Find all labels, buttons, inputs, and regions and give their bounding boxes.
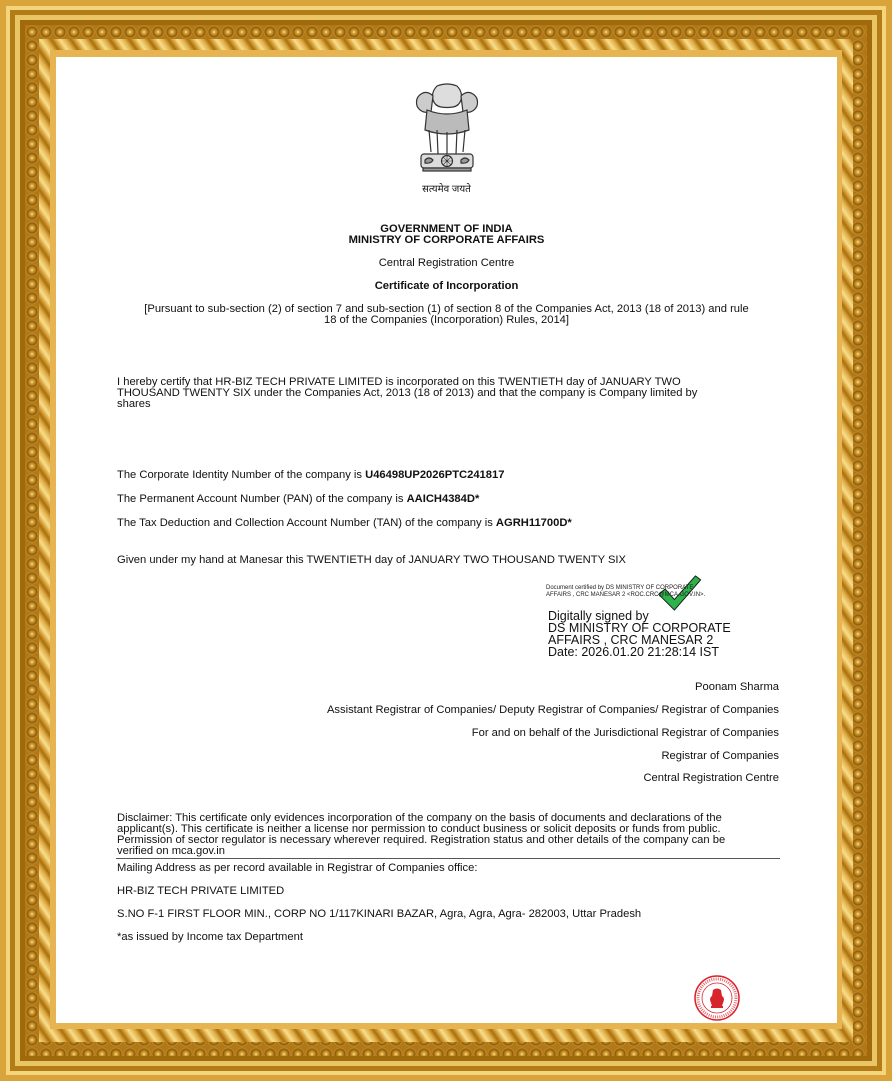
disclaimer-divider [116,858,780,859]
tan-value: AGRH11700D* [495,517,572,529]
certificate-title: Certificate of Incorporation [374,280,519,292]
certify-line-3: shares [117,398,151,410]
given-under-hand: Given under my hand at Manesar this TWENTIETH day of JANUARY TWO THOUSAND TWENTY SIX [117,554,626,566]
digital-signature-block [548,610,731,658]
pan-tan-footnote: *as issued by Income tax Department [117,931,303,943]
mailing-label: Mailing Address as per record available in Registrar of Companies office: [117,862,478,874]
pan-label: The Permanent Account Number (PAN) of the company is [117,493,407,505]
registrar-name: Poonam Sharma [695,681,779,693]
certificate-paper [56,57,837,1023]
header-government: GOVERNMENT OF INDIA [380,223,513,235]
disclaimer-line-2: applicant(s). This certificate is neither a license nor permission to conduct business or solicit deposits or funds from public. [117,823,721,835]
certified-line-1: Document certified by DS MINISTRY OF CORPORATE [546,585,694,591]
signed-line-2: DS MINISTRY OF CORPORATE [548,621,731,635]
tan-label: The Tax Deduction and Collection Account Number (TAN) of the company is [117,517,496,529]
cin-value: U46498UP2026PTC241817 [365,469,505,481]
signed-line-1: Digitally signed by [548,609,649,623]
header-ministry: MINISTRY OF CORPORATE AFFAIRS [348,234,545,246]
registrar-designation: Assistant Registrar of Companies/ Deputy Registrar of Companies/ Registrar of Companies [326,704,779,716]
signed-line-3: AFFAIRS , CRC MANESAR 2 [548,633,714,647]
disclaimer-line-3: Permission of sector regulator is necessary wherever required. Registration status and other details of the company can be [117,834,726,846]
certify-line-2: THOUSAND TWENTY SIX under the Companies Act, 2013 (18 of 2013) and that the company is Company limited by [117,387,698,399]
pursuant-line-2: 18 of the Companies (Incorporation) Rules, 2014] [323,314,570,326]
pan-value: AAICH4384D* [406,493,480,505]
cin-label: The Corporate Identity Number of the company is [117,469,366,481]
registrar-behalf: For and on behalf of the Jurisdictional Registrar of Companies [471,727,779,739]
signature-certified-note [546,585,705,599]
signed-line-4: Date: 2026.01.20 21:28:14 IST [548,645,719,659]
certified-line-2: AFFAIRS , CRC MANESAR 2 <ROC.CRC@MCA.GOV.IN>. [546,592,706,598]
registrar-office: Registrar of Companies [661,750,779,762]
national-emblem-icon [409,82,485,194]
pursuant-line-1: [Pursuant to sub-section (2) of section 7 and sub-section (1) of section 8 of the Companies Act, 2013 (18 of 2013) and rule [144,303,749,315]
mailing-address: S.NO F-1 FIRST FLOOR MIN., CORP NO 1/117KINARI BAZAR, Agra, Agra, Agra- 282003, Uttar Pradesh [117,908,642,920]
disclaimer-line-4: verified on mca.gov.in [117,845,225,857]
cin-row [117,469,504,482]
mca-seal-icon [692,973,742,1023]
certify-line-1: I hereby certify that HR-BIZ TECH PRIVATE LIMITED is incorporated on this TWENTIETH day of JANUARY TWO [117,376,681,388]
registrar-centre: Central Registration Centre [643,772,779,784]
emblem-motto: सत्यमेव जयते [422,184,471,195]
header-centre: Central Registration Centre [378,257,515,269]
pan-row [117,493,479,506]
disclaimer-line-1: Disclaimer: This certificate only evidences incorporation of the company on the basis of documents and declarations of the [117,812,722,824]
mailing-company: HR-BIZ TECH PRIVATE LIMITED [117,885,285,897]
tan-row [117,517,572,530]
